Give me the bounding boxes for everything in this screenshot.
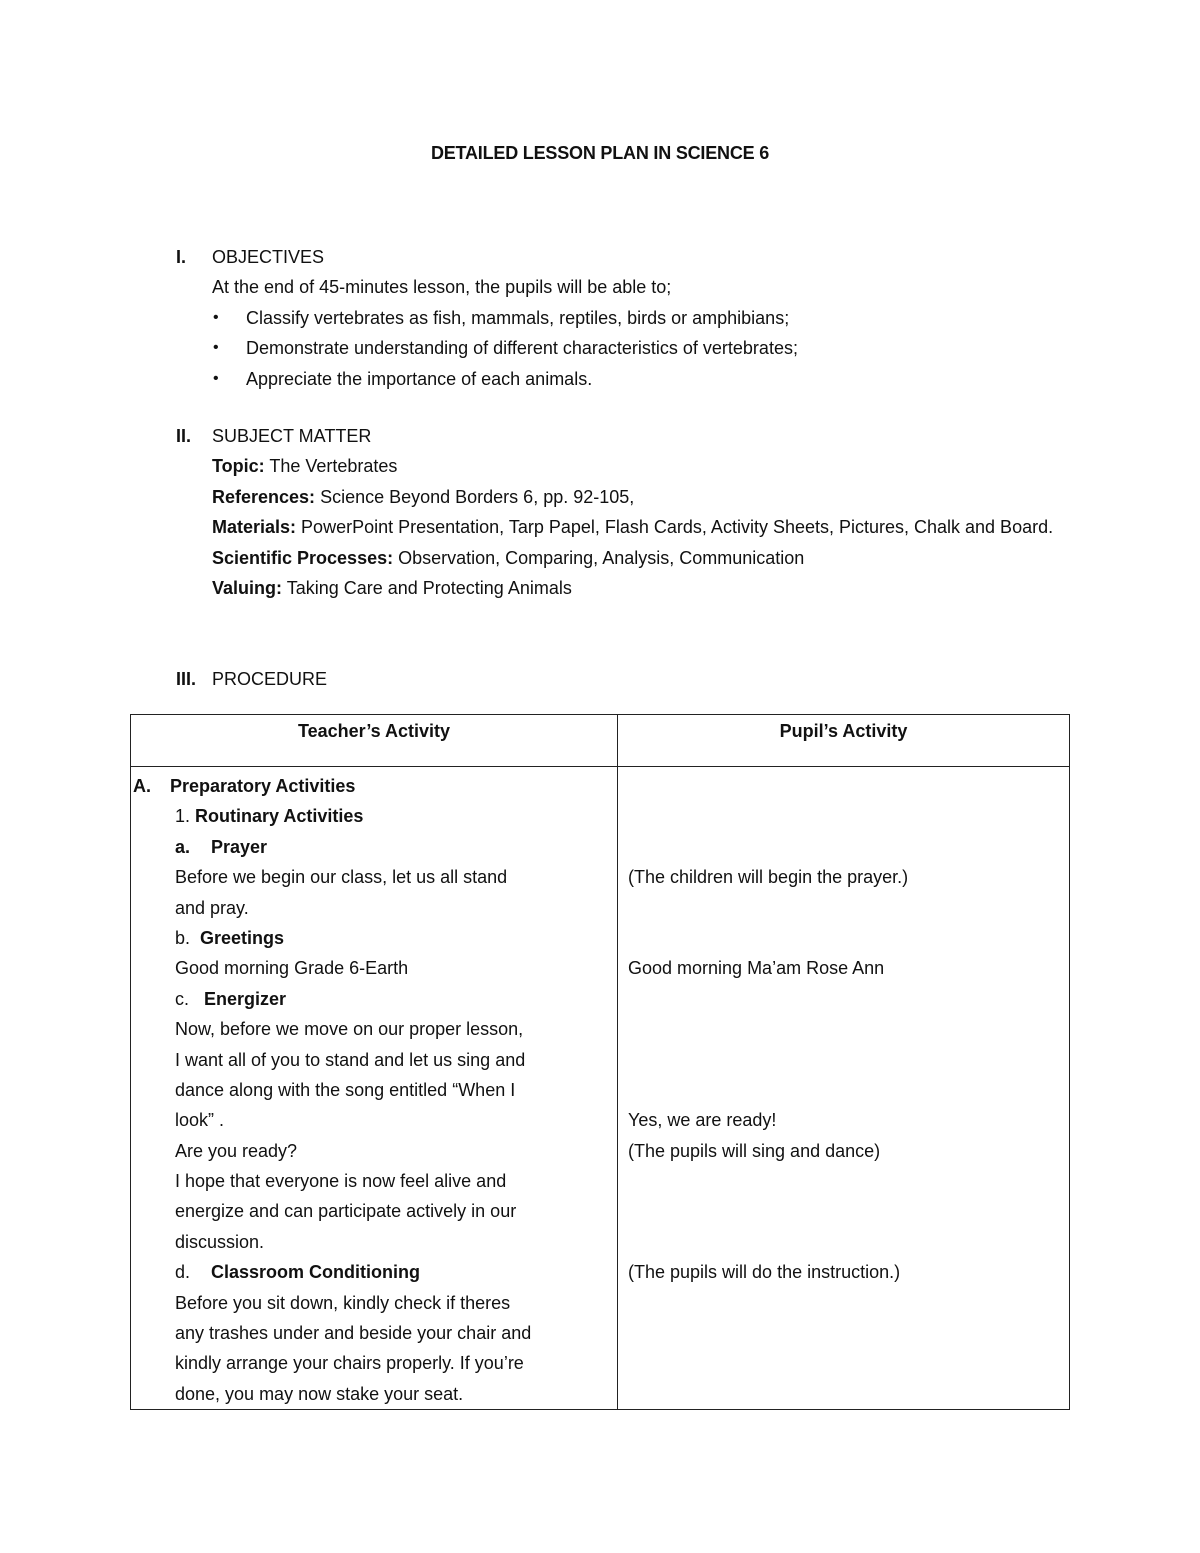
prayer-heading: a. Prayer bbox=[175, 836, 268, 857]
subject-matter-section bbox=[176, 421, 1076, 603]
pupil-line: (The pupils will do the instruction.) bbox=[628, 1262, 901, 1283]
pupil-activity-cell bbox=[618, 767, 1070, 1410]
pupil-line: Good morning Ma’am Rose Ann bbox=[628, 958, 885, 979]
table-row bbox=[131, 767, 1070, 1410]
objectives-numeral: I. bbox=[176, 247, 187, 267]
objective-item: • Appreciate the importance of each animals. bbox=[176, 364, 1076, 394]
teacher-line: Before you sit down, kindly check if theres bbox=[175, 1292, 511, 1313]
teacher-line: Good morning Grade 6-Earth bbox=[175, 958, 409, 979]
teacher-line: Are you ready? bbox=[175, 1140, 298, 1161]
objective-item: • Demonstrate understanding of different characteristics of vertebrates; bbox=[176, 333, 1076, 363]
procedure-table bbox=[130, 714, 1070, 1410]
references-line: References: Science Beyond Borders 6, pp. 92-105, bbox=[212, 486, 635, 507]
procedure-numeral: III. bbox=[176, 669, 197, 689]
pupil-line: Yes, we are ready! bbox=[628, 1110, 777, 1131]
teacher-line: I hope that everyone is now feel alive and bbox=[175, 1171, 507, 1192]
materials-line: Materials: PowerPoint Presentation, Tarp Papel, Flash Cards, Activity Sheets, Pictures, Chalk and Board. bbox=[212, 517, 1054, 538]
teacher-line: done, you may now stake your seat. bbox=[175, 1383, 464, 1404]
processes-line: Scientific Processes: Observation, Comparing, Analysis, Communication bbox=[212, 547, 805, 568]
greetings-heading: b. Greetings bbox=[175, 927, 285, 948]
objectives-section bbox=[176, 242, 1076, 394]
bullet-icon: • bbox=[213, 339, 219, 357]
bullet-icon: • bbox=[213, 369, 219, 387]
teacher-line: any trashes under and beside your chair and bbox=[175, 1323, 532, 1344]
valuing-line: Valuing: Taking Care and Protecting Animals bbox=[212, 577, 572, 598]
procedure-heading: PROCEDURE bbox=[212, 669, 328, 689]
teacher-line: dance along with the song entitled “When I bbox=[175, 1079, 516, 1100]
table-header-row bbox=[131, 715, 1070, 767]
teacher-line: energize and can participate actively in our bbox=[175, 1201, 517, 1222]
teacher-line: I want all of you to stand and let us sing and bbox=[175, 1049, 526, 1070]
teacher-activity-header: Teacher’s Activity bbox=[131, 715, 618, 767]
pupil-activity-header: Pupil’s Activity bbox=[618, 715, 1070, 767]
preparatory-activities-heading: A. Preparatory Activities bbox=[133, 776, 356, 796]
pupil-line: (The children will begin the prayer.) bbox=[628, 867, 909, 888]
procedure-section bbox=[176, 664, 1076, 694]
teacher-activity-cell bbox=[131, 767, 618, 1410]
topic-line: Topic: The Vertebrates bbox=[212, 456, 398, 477]
classroom-conditioning-heading: d. Classroom Conditioning bbox=[175, 1262, 420, 1283]
energizer-heading: c. Energizer bbox=[175, 988, 287, 1009]
subject-matter-heading: SUBJECT MATTER bbox=[212, 426, 372, 446]
teacher-line: discussion. bbox=[175, 1231, 265, 1252]
teacher-line: Before we begin our class, let us all stand bbox=[175, 867, 508, 888]
subject-matter-numeral: II. bbox=[176, 426, 192, 446]
teacher-line: Now, before we move on our proper lesson, bbox=[175, 1019, 524, 1040]
objectives-intro: At the end of 45-minutes lesson, the pupils will be able to; bbox=[212, 277, 672, 298]
pupil-line: (The pupils will sing and dance) bbox=[628, 1140, 881, 1161]
document-title: DETAILED LESSON PLAN IN SCIENCE 6 bbox=[430, 143, 770, 163]
objectives-heading: OBJECTIVES bbox=[212, 247, 325, 267]
routinary-activities-heading: 1. Routinary Activities bbox=[175, 806, 364, 827]
teacher-line: look” . bbox=[175, 1110, 225, 1131]
objective-item: • Classify vertebrates as fish, mammals, reptiles, birds or amphibians; bbox=[176, 303, 1076, 333]
teacher-line: and pray. bbox=[175, 897, 249, 918]
bullet-icon: • bbox=[213, 308, 219, 326]
teacher-line: kindly arrange your chairs properly. If you’re bbox=[175, 1353, 524, 1374]
